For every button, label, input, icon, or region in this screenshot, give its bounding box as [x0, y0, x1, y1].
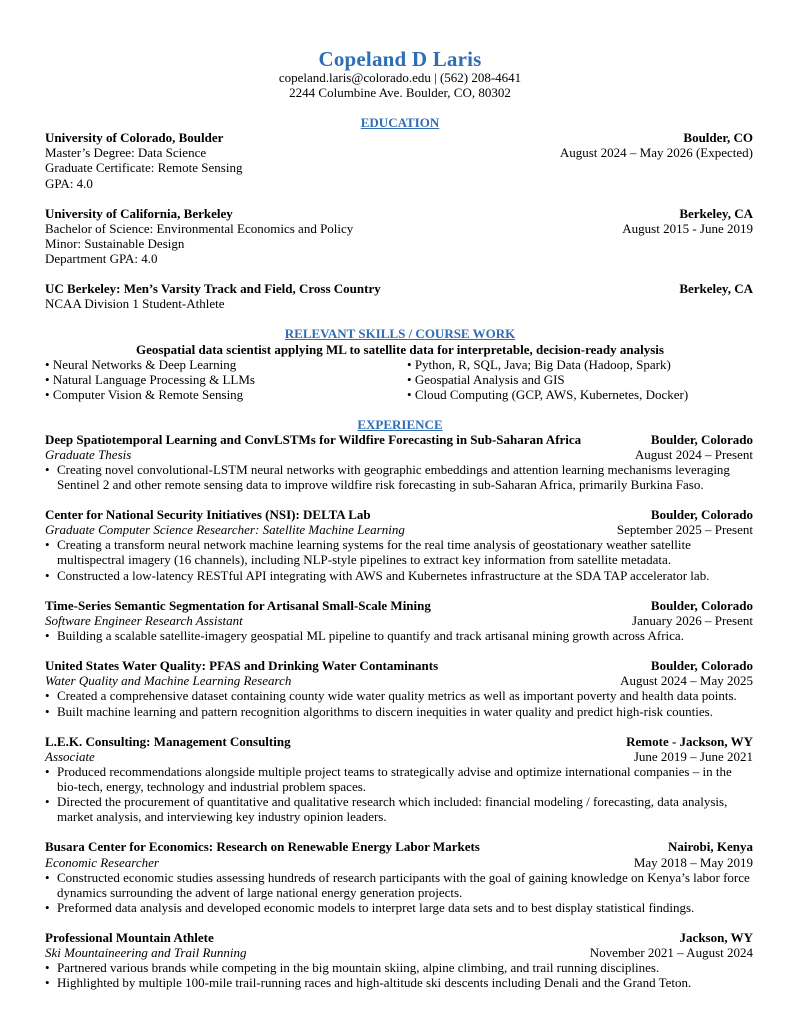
school-name: University of California, Berkeley	[45, 206, 233, 221]
skill-item: • Cloud Computing (GCP, AWS, Kubernetes, Docker)	[407, 387, 689, 402]
bullet-icon: •	[45, 372, 50, 387]
experience-bullet: • Building a scalable satellite-imagery geospatial ML pipeline to quantify and track artisanal mining growth across Africa.	[45, 628, 684, 643]
bullet-icon: •	[45, 975, 50, 990]
bullet-icon: •	[45, 387, 50, 402]
experience-date: August 2024 – May 2025	[620, 673, 753, 688]
experience-title: Time-Series Semantic Segmentation for Artisanal Small-Scale Mining	[45, 598, 431, 613]
bullet-icon: •	[45, 537, 50, 552]
degree-text: Bachelor of Science: Environmental Economics and Policy	[45, 221, 354, 236]
school-name: UC Berkeley: Men’s Varsity Track and Field, Cross Country	[45, 281, 381, 296]
experience-role-line	[45, 749, 753, 764]
experience-bullet: • Created a comprehensive dataset containing county wide water quality metrics as well as important poverty and health data points.	[45, 688, 737, 703]
experience-title: Professional Mountain Athlete	[45, 930, 214, 945]
education-entry-header	[45, 281, 753, 296]
experience-location: Boulder, Colorado	[650, 658, 753, 673]
address-line: 2244 Columbine Ave. Boulder, CO, 80302	[289, 85, 511, 100]
degree-text: Master’s Degree: Data Science	[45, 145, 207, 160]
education-detail: NCAA Division 1 Student-Athlete	[45, 296, 225, 311]
bullet-icon: •	[45, 704, 50, 719]
skill-item: • Computer Vision & Remote Sensing	[45, 387, 244, 402]
experience-role-line	[45, 447, 753, 462]
contact-line: copeland.laris@colorado.edu | (562) 208-4641	[278, 70, 522, 85]
school-location: Boulder, CO	[683, 130, 753, 145]
bullet-icon: •	[45, 870, 50, 885]
bullet-icon: •	[45, 794, 50, 809]
experience-location: Remote - Jackson, WY	[626, 734, 753, 749]
bullet-icon: •	[45, 357, 50, 372]
experience-bullet: • Constructed a low-latency RESTful API integrating with AWS and Kubernetes infrastructure at the SDA TAP accelerator lab.	[45, 568, 710, 583]
bullet-icon: •	[45, 688, 50, 703]
education-detail: GPA: 4.0	[45, 176, 93, 191]
skill-item: • Geospatial Analysis and GIS	[407, 372, 565, 387]
education-date: August 2015 - June 2019	[622, 221, 753, 236]
bullet-icon: •	[45, 960, 50, 975]
experience-bullet: • Creating a transform neural network machine learning systems for the real time analysis of geostationary weather satellite multispectral imagery (16 channels), including NLP-style pipelines to extract key information from satellite metadata.	[45, 537, 691, 567]
candidate-name: Copeland D Laris	[318, 47, 482, 71]
education-detail: Graduate Certificate: Remote Sensing	[45, 160, 243, 175]
experience-location: Boulder, Colorado	[650, 598, 753, 613]
education-line	[45, 221, 753, 236]
experience-entry-header	[45, 432, 753, 447]
school-name: University of Colorado, Boulder	[45, 130, 224, 145]
experience-role-line	[45, 855, 753, 870]
experience-location: Nairobi, Kenya	[668, 839, 753, 854]
experience-title: Busara Center for Economics: Research on Renewable Energy Labor Markets	[45, 839, 480, 854]
experience-date: November 2021 – August 2024	[589, 945, 753, 960]
bullet-icon: •	[45, 900, 50, 915]
experience-role-line	[45, 613, 753, 628]
experience-bullet: • Creating novel convolutional-LSTM neural networks with geographic embeddings and attention learning mechanisms leveraging Sentinel 2 and other remote sensing data to improve wildfire risk forecasting in sub-Saharan Africa, primarily Burkina Faso.	[45, 462, 730, 492]
experience-bullet: • Produced recommendations alongside multiple project teams to strategically advise and optimize international companies – in the bio-tech, energy, technology and industrial problem spaces.	[45, 764, 732, 794]
experience-role-line	[45, 522, 753, 537]
school-location: Berkeley, CA	[679, 281, 753, 296]
experience-entry-header	[45, 658, 753, 673]
experience-bullet: • Built machine learning and pattern recognition algorithms to discern inequities in water quality and predict high-risk counties.	[45, 704, 713, 719]
education-heading: EDUCATION	[360, 115, 440, 130]
experience-role: Water Quality and Machine Learning Research	[45, 673, 292, 688]
experience-role: Economic Researcher	[45, 855, 159, 870]
experience-role: Associate	[45, 749, 95, 764]
experience-role-line	[45, 673, 753, 688]
experience-location: Boulder, Colorado	[650, 507, 753, 522]
experience-entry-header	[45, 930, 753, 945]
experience-bullet: • Partnered various brands while competing in the big mountain skiing, alpine climbing, and trail running disciplines.	[45, 960, 660, 975]
experience-location: Jackson, WY	[679, 930, 753, 945]
experience-bullet: • Constructed economic studies assessing hundreds of research participants with the goal of gaining knowledge on Kenya’s labor force dynamics surrounding the advent of large national energy generation projects.	[45, 870, 750, 900]
skill-item: • Neural Networks & Deep Learning	[45, 357, 237, 372]
experience-role: Graduate Computer Science Researcher: Satellite Machine Learning	[45, 522, 405, 537]
experience-date: January 2026 – Present	[632, 613, 753, 628]
skills-heading: RELEVANT SKILLS / COURSE WORK	[284, 326, 516, 341]
bullet-icon: •	[45, 462, 50, 477]
experience-title: United States Water Quality: PFAS and Drinking Water Contaminants	[45, 658, 439, 673]
education-detail: Department GPA: 4.0	[45, 251, 158, 266]
experience-heading: EXPERIENCE	[357, 417, 443, 432]
experience-entry-header	[45, 507, 753, 522]
bullet-icon: •	[45, 628, 50, 643]
education-line	[45, 145, 753, 160]
bullet-icon: •	[45, 568, 50, 583]
experience-date: June 2019 – June 2021	[633, 749, 753, 764]
education-date: August 2024 – May 2026 (Expected)	[559, 145, 753, 160]
experience-entry-header	[45, 598, 753, 613]
experience-role: Graduate Thesis	[45, 447, 132, 462]
experience-entry-header	[45, 734, 753, 749]
skills-summary: Geospatial data scientist applying ML to satellite data for interpretable, decision-ready analysis	[136, 342, 664, 357]
education-entry-header	[45, 206, 753, 221]
education-entry-header	[45, 130, 753, 145]
bullet-icon: •	[45, 764, 50, 779]
experience-title: Center for National Security Initiatives (NSI): DELTA Lab	[45, 507, 371, 522]
bullet-icon: •	[407, 372, 412, 387]
experience-title: L.E.K. Consulting: Management Consulting	[45, 734, 291, 749]
bullet-icon: •	[407, 387, 412, 402]
experience-date: May 2018 – May 2019	[633, 855, 753, 870]
skill-item: • Python, R, SQL, Java; Big Data (Hadoop, Spark)	[407, 357, 671, 372]
experience-location: Boulder, Colorado	[650, 432, 753, 447]
experience-bullet: • Directed the procurement of quantitative and qualitative research which included: financial modeling / forecasting, data analysis, market analysis, and interviewing key industry opinion leaders.	[45, 794, 728, 824]
education-detail: Minor: Sustainable Design	[45, 236, 185, 251]
experience-role: Software Engineer Research Assistant	[45, 613, 243, 628]
experience-role-line	[45, 945, 753, 960]
experience-entry-header	[45, 839, 753, 854]
skill-item: • Natural Language Processing & LLMs	[45, 372, 255, 387]
experience-bullet: • Highlighted by multiple 100-mile trail-running races and high-altitude ski descents including Denali and the Grand Teton.	[45, 975, 692, 990]
experience-date: August 2024 – Present	[634, 447, 753, 462]
experience-title: Deep Spatiotemporal Learning and ConvLSTMs for Wildfire Forecasting in Sub-Saharan Africa	[45, 432, 582, 447]
experience-bullet: • Preformed data analysis and developed economic models to interpret large data sets and to best display statistical findings.	[45, 900, 695, 915]
experience-role: Ski Mountaineering and Trail Running	[45, 945, 247, 960]
experience-date: September 2025 – Present	[616, 522, 753, 537]
school-location: Berkeley, CA	[679, 206, 753, 221]
bullet-icon: •	[407, 357, 412, 372]
